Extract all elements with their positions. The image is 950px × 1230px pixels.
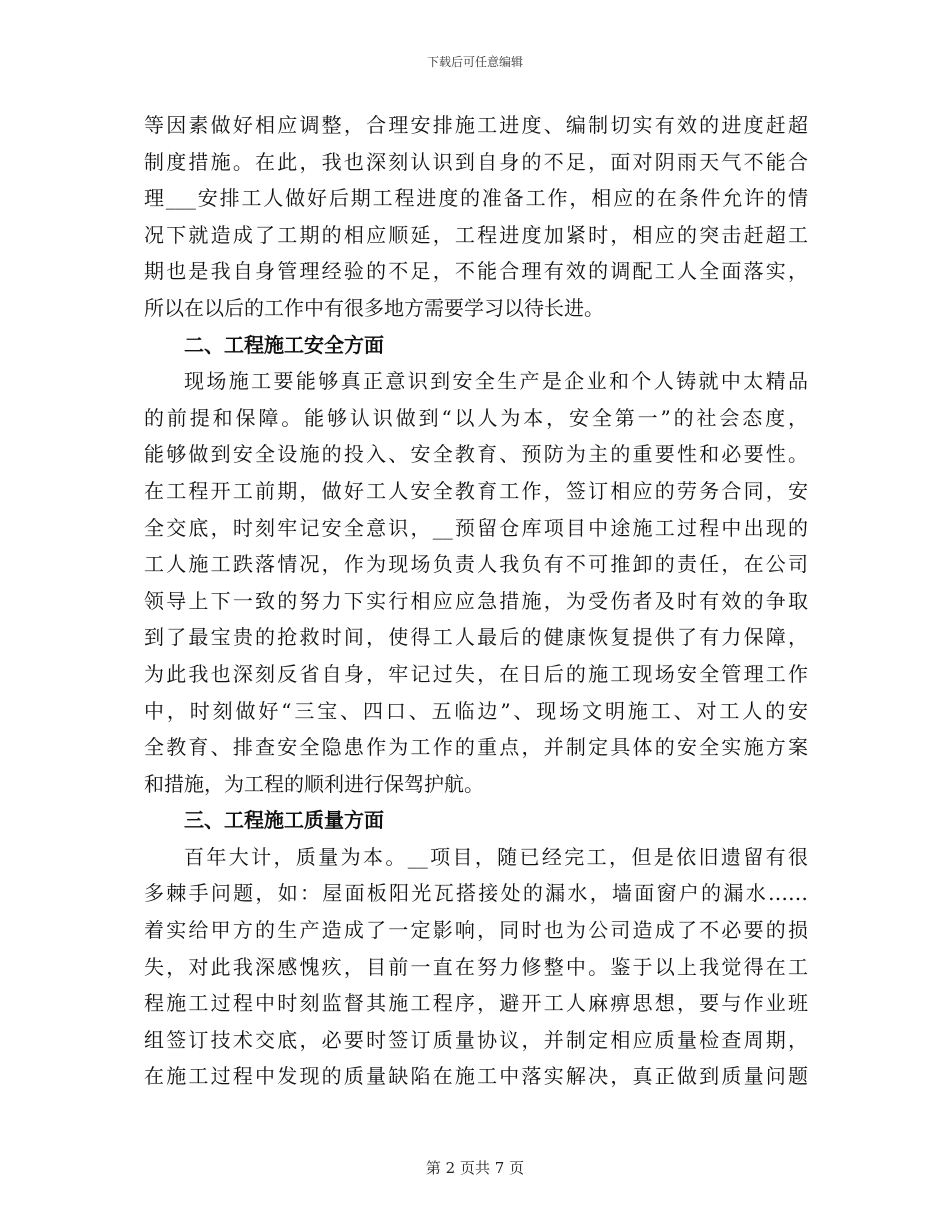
paragraph-line: 能够做到安全设施的投入、安全教育、预防为主的重要性和必要性。 [144, 442, 808, 467]
paragraph-line: 所以在以后的工作中有很多地方需要学习以待长进。 [144, 295, 604, 320]
paragraph-line: 制度措施。在此，我也深刻认识到自身的不足，面对阴雨天气不能合 [144, 149, 808, 174]
section-heading-safety: 二、工程施工安全方面 [184, 332, 384, 357]
paragraph-line: 期也是我自身管理经验的不足，不能合理有效的调配工人全面落实， [144, 259, 808, 284]
paragraph-line: 的前提和保障。能够认识做到“以人为本，安全第一”的社会态度， [144, 405, 808, 430]
paragraph-line: 在工程开工前期，做好工人安全教育工作，签订相应的劳务合同，安 [144, 478, 808, 503]
paragraph-line: 多棘手问题，如：屋面板阳光瓦搭接处的漏水，墙面窗户的漏水…… [144, 881, 808, 906]
paragraph-line: 理___安排工人做好后期工程进度的准备工作，相应的在条件允许的情 [144, 186, 808, 211]
paragraph-line: 着实给甲方的生产造成了一定影响，同时也为公司造成了不必要的损 [144, 918, 808, 943]
paragraph-line: 组签订技术交底，必要时签订质量协议，并制定相应质量检查周期， [144, 1027, 808, 1052]
paragraph-line: 领导上下一致的努力下实行相应应急措施，为受伤者及时有效的争取 [144, 588, 808, 613]
paragraph-line: 失，对此我深感愧疚，目前一直在努力修整中。鉴于以上我觉得在工 [144, 954, 808, 979]
paragraph-line: 程施工过程中时刻监督其施工程序，避开工人麻痹思想，要与作业班 [144, 991, 808, 1016]
paragraph-line: 百年大计，质量为本。__项目，随已经完工，但是依旧遗留有很 [184, 844, 808, 869]
section-heading-quality: 三、工程施工质量方面 [184, 808, 384, 833]
paragraph-line: 工人施工跌落情况，作为现场负责人我负有不可推卸的责任，在公司 [144, 552, 808, 577]
paragraph-line: 全教育、排查安全隐患作为工作的重点，并制定具体的安全实施方案 [144, 735, 808, 760]
paragraph-line: 中，时刻做好“三宝、四口、五临边”、现场文明施工、对工人的安 [144, 698, 808, 723]
document-body [144, 107, 808, 1095]
paragraph-line: 到了最宝贵的抢救时间，使得工人最后的健康恢复提供了有力保障， [144, 625, 808, 650]
paragraph-line: 况下就造成了工期的相应顺延，工程进度加紧时，相应的突击赶超工 [144, 222, 808, 247]
paragraph-line: 在施工过程中发现的质量缺陷在施工中落实解决，真正做到质量问题 [144, 1064, 808, 1089]
page-number-footer: 第 2 页共 7 页 [425, 1159, 525, 1177]
paragraph-line: 等因素做好相应调整，合理安排施工进度、编制切实有效的进度赶超 [144, 113, 808, 137]
paragraph-line: 全交底，时刻牢记安全意识，__预留仓库项目中途施工过程中出现的 [144, 515, 808, 540]
paragraph-line: 和措施，为工程的顺利进行保驾护航。 [144, 771, 484, 796]
paragraph-line: 为此我也深刻反省自身，牢记过失，在日后的施工现场安全管理工作 [144, 661, 808, 686]
paragraph-line: 现场施工要能够真正意识到安全生产是企业和个人铸就中太精品 [184, 369, 808, 394]
page-header: 下载后可任意编辑 [426, 55, 523, 69]
